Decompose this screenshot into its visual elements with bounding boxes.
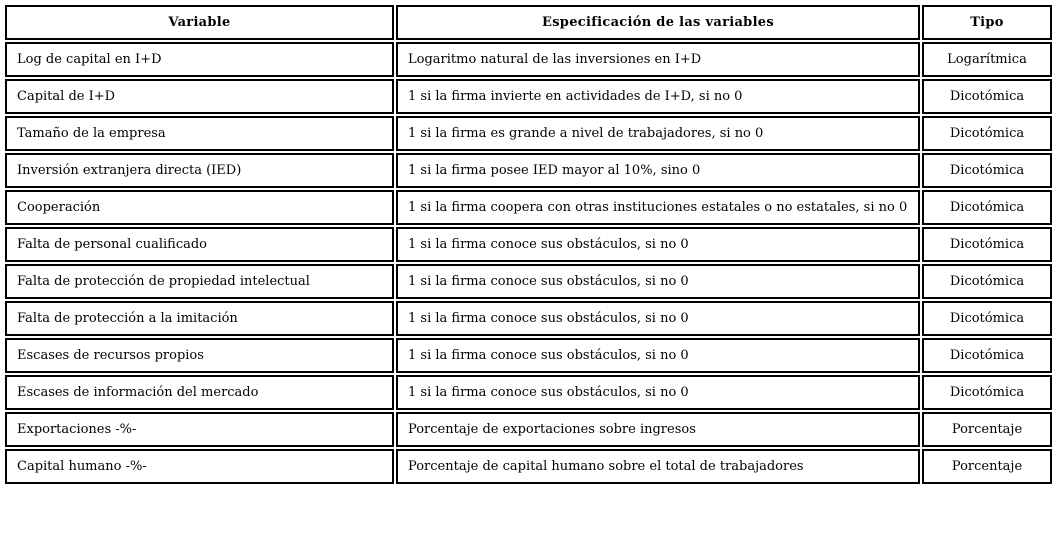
cell-variable: Escases de información del mercado	[5, 375, 394, 410]
cell-variable: Cooperación	[5, 190, 394, 225]
table-row	[5, 227, 1052, 262]
cell-specification: 1 si la firma conoce sus obstáculos, si no 0	[396, 227, 920, 262]
table-row	[5, 79, 1052, 114]
cell-type: Dicotómica	[922, 375, 1052, 410]
cell-variable: Capital humano -%-	[5, 449, 394, 484]
cell-specification: 1 si la firma coopera con otras instituciones estatales o no estatales, si no 0	[396, 190, 920, 225]
cell-specification: 1 si la firma conoce sus obstáculos, si no 0	[396, 375, 920, 410]
cell-variable: Tamaño de la empresa	[5, 116, 394, 151]
table-row	[5, 42, 1052, 77]
cell-specification: Porcentaje de exportaciones sobre ingresos	[396, 412, 920, 447]
table-row	[5, 153, 1052, 188]
table-row	[5, 301, 1052, 336]
cell-specification: Logaritmo natural de las inversiones en I+D	[396, 42, 920, 77]
table-row	[5, 116, 1052, 151]
header-specification: Especificación de las variables	[396, 5, 920, 40]
cell-specification: 1 si la firma es grande a nivel de trabajadores, si no 0	[396, 116, 920, 151]
variables-table	[3, 3, 1054, 486]
cell-variable: Exportaciones -%-	[5, 412, 394, 447]
cell-type: Dicotómica	[922, 264, 1052, 299]
cell-specification: Porcentaje de capital humano sobre el total de trabajadores	[396, 449, 920, 484]
cell-type: Dicotómica	[922, 116, 1052, 151]
cell-specification: 1 si la firma conoce sus obstáculos, si no 0	[396, 301, 920, 336]
table-row	[5, 190, 1052, 225]
table-row	[5, 264, 1052, 299]
table-row	[5, 412, 1052, 447]
cell-type: Dicotómica	[922, 227, 1052, 262]
cell-variable: Log de capital en I+D	[5, 42, 394, 77]
cell-type: Dicotómica	[922, 153, 1052, 188]
table-row	[5, 338, 1052, 373]
cell-specification: 1 si la firma invierte en actividades de I+D, si no 0	[396, 79, 920, 114]
cell-specification: 1 si la firma conoce sus obstáculos, si no 0	[396, 264, 920, 299]
cell-type: Logarítmica	[922, 42, 1052, 77]
table-row	[5, 449, 1052, 484]
cell-type: Dicotómica	[922, 79, 1052, 114]
cell-variable: Escases de recursos propios	[5, 338, 394, 373]
cell-specification: 1 si la firma posee IED mayor al 10%, sino 0	[396, 153, 920, 188]
cell-variable: Inversión extranjera directa (IED)	[5, 153, 394, 188]
cell-type: Dicotómica	[922, 190, 1052, 225]
cell-variable: Capital de I+D	[5, 79, 394, 114]
header-row	[5, 5, 1052, 40]
cell-specification: 1 si la firma conoce sus obstáculos, si no 0	[396, 338, 920, 373]
cell-variable: Falta de personal cualificado	[5, 227, 394, 262]
cell-type: Porcentaje	[922, 449, 1052, 484]
header-type: Tipo	[922, 5, 1052, 40]
cell-variable: Falta de protección a la imitación	[5, 301, 394, 336]
table-row	[5, 375, 1052, 410]
cell-type: Dicotómica	[922, 338, 1052, 373]
cell-type: Dicotómica	[922, 301, 1052, 336]
cell-type: Porcentaje	[922, 412, 1052, 447]
header-variable: Variable	[5, 5, 394, 40]
cell-variable: Falta de protección de propiedad intelectual	[5, 264, 394, 299]
